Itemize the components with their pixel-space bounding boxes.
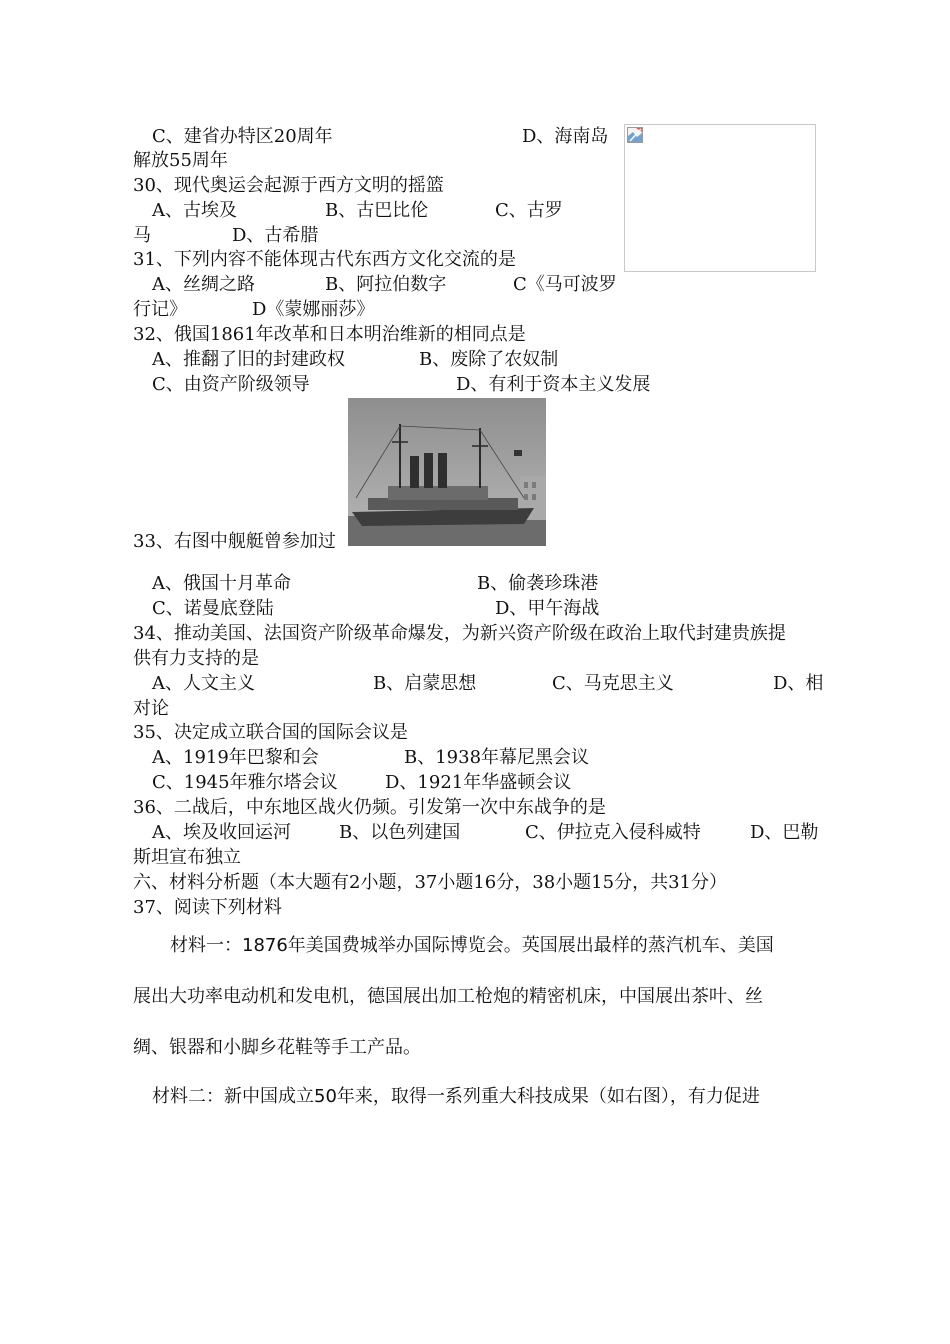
q36-stem: 36、二战后，中东地区战火仍频。引发第一次中东战争的是 [133,797,606,818]
q30-option-a: A、古埃及 [152,200,237,221]
q29-option-c: C、建省办特区20周年 [152,126,333,147]
broken-image-icon [627,127,643,143]
q32-option-a: A、推翻了旧的封建政权 [152,349,345,370]
q30-option-c-cont: 马 [133,225,151,246]
q29-option-d-cont: 解放55周年 [133,150,228,171]
section-6-heading: 六、材料分析题（本大题有2小题，37小题16分，38小题15分，共31分） [133,872,727,893]
q36-option-b: B、以色列建国 [339,822,461,843]
q31-option-d: D《蒙娜丽莎》 [252,299,375,320]
q30-option-b: B、古巴比伦 [325,200,429,221]
material-1-line-2: 展出大功率电动机和发电机，德国展出加工枪炮的精密机床，中国展出茶叶、丝 [133,986,763,1007]
q31-option-c: C《马可波罗 [513,274,617,295]
material-2-line-1: 材料二：新中国成立50年来，取得一系列重大科技成果（如右图），有力促进 [152,1086,760,1107]
q34-stem-cont: 供有力支持的是 [133,648,259,669]
q34-option-c: C、马克思主义 [552,673,674,694]
material-1-line-1: 材料一：1876年美国费城举办国际博览会。英国展出最样的蒸汽机车、美国 [170,935,774,956]
q31-option-b: B、阿拉伯数字 [325,274,447,295]
q35-stem: 35、决定成立联合国的国际会议是 [133,722,408,743]
q35-option-d: D、1921年华盛顿会议 [385,772,572,793]
q36-option-d: D、巴勒 [750,822,819,843]
q36-option-c: C、伊拉克入侵科威特 [525,822,701,843]
q34-option-a: A、人文主义 [152,673,255,694]
q30-option-d: D、古希腊 [232,225,319,246]
q33-stem: 33、右图中舰艇曾参加过 [133,531,336,552]
q34-option-d: D、相 [773,673,824,694]
q32-option-d: D、有利于资本主义发展 [456,374,651,395]
q33-option-a: A、俄国十月革命 [152,573,291,594]
q31-stem: 31、下列内容不能体现古代东西方文化交流的是 [133,249,516,270]
q33-option-c: C、诺曼底登陆 [152,598,274,619]
q34-stem: 34、推动美国、法国资产阶级革命爆发，为新兴资产阶级在政治上取代封建贵族提 [133,623,786,644]
q29-option-d: D、海南岛 [522,126,609,147]
image-placeholder [624,124,816,272]
q32-option-c: C、由资产阶级领导 [152,374,310,395]
q33-option-b: B、偷袭珍珠港 [477,573,599,594]
q36-option-d-cont: 斯坦宣布独立 [133,847,241,868]
q32-option-b: B、废除了农奴制 [419,349,559,370]
q34-option-d-cont: 对论 [133,698,169,719]
cruiser-aurora-photo [348,398,546,546]
q32-stem: 32、俄国1861年改革和日本明治维新的相同点是 [133,324,526,345]
q31-option-c-cont: 行记》 [133,299,187,320]
q35-option-c: C、1945年雅尔塔会议 [152,772,338,793]
q31-option-a: A、丝绸之路 [152,274,255,295]
q36-option-a: A、埃及收回运河 [152,822,291,843]
material-1-line-3: 绸、银器和小脚乡花鞋等手工产品。 [133,1037,421,1058]
q33-option-d: D、甲午海战 [495,598,600,619]
q35-option-b: B、1938年幕尼黑会议 [404,747,590,768]
q35-option-a: A、1919年巴黎和会 [152,747,319,768]
q30-stem: 30、现代奥运会起源于西方文明的摇篮 [133,175,444,196]
q34-option-b: B、启蒙思想 [373,673,477,694]
q37-stem: 37、阅读下列材料 [133,897,282,918]
q30-option-c: C、古罗 [495,200,563,221]
